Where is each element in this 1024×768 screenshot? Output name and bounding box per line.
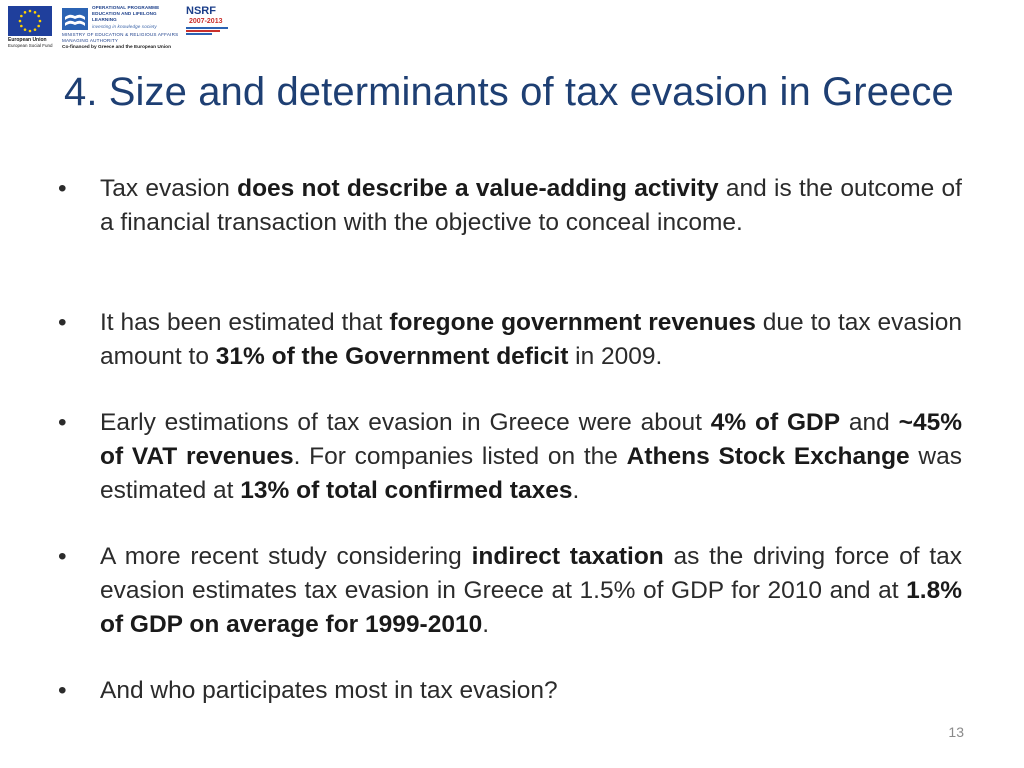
bullet-text: . [482,611,490,638]
eu-flag-logo [8,6,52,36]
eu-star-icon [37,25,40,28]
bullet-dot: • [58,309,67,336]
bullet-dot: • [58,543,67,570]
eu-caption [8,38,60,48]
bullet-text: and [840,409,899,436]
bullet-text: and is the outcome of a financial transaction with the objective to conceal income. [100,175,962,236]
op-line4: MINISTRY OF EDUCATION & RELIGIOUS AFFAIRS [62,32,179,37]
bullet-dot: • [58,677,67,704]
eu-fund: European Social Fund [8,43,53,48]
cofinanced-text: Co-financed by Greece and the European Union [62,44,172,50]
eu-star-icon [34,28,37,31]
eu-star-icon [39,20,42,23]
eu-star-icon [37,15,40,18]
bullet-text: It has been estimated that [100,309,390,336]
op-line1: OPERATIONAL PROGRAMME [92,5,160,10]
eu-name: European Union [8,37,47,43]
bullet-text: Tax evasion [100,175,238,202]
eu-star-icon [19,20,22,23]
bullet-item [58,306,962,374]
bullet-item [58,406,962,508]
bullet-text: in 2009. [568,343,663,370]
bullet-item [58,674,962,708]
bullet-bold-text: 13% of total confirmed taxes [240,477,573,504]
eu-star-icon [20,15,23,18]
bullet-text: . For companies listed on the [293,443,627,470]
bullet-bold-text: 1.8% of GDP on average for 1999-2010 [100,577,962,638]
eu-star-icon [29,30,32,33]
bullet-bold-text: Athens Stock Exchange [626,443,910,470]
nsrf-years: 2007-2013 [189,18,223,25]
eu-stars-icon [8,6,52,36]
bullet-text: was estimated at [100,443,962,504]
op-bottom [62,32,180,51]
eu-star-icon [24,11,27,14]
bullet-text: . [572,477,580,504]
bullet-bold-text: does not describe a value-adding activity [237,175,719,202]
eu-star-icon [24,28,27,31]
op-text [92,5,180,30]
nsrf-bars [186,27,228,36]
bullet-item [58,540,962,642]
bullet-bold-text: 31% of the Government deficit [215,343,569,370]
bullet-bold-text: 4% of GDP [710,409,841,436]
nsrf-logo [186,6,230,40]
slide-title: 4. Size and determinants of tax evasion in Greece [64,70,954,114]
bullet-text: Early estimations of tax evasion in Greece were about [100,409,711,436]
eu-star-icon [34,11,37,14]
bullet-dot: • [58,175,67,202]
bullet-bold-text: ~45% of VAT revenues [100,409,962,470]
bullet-text: as the driving force of tax evasion estimates tax evasion in Greece at 1.5% of GDP for 2010 and at [100,543,962,604]
eu-star-icon [20,25,23,28]
bullet-text: A more recent study considering [100,543,472,570]
op-line3: investing in knowledge society [92,23,157,29]
bullet-bold-text: indirect taxation [471,543,664,570]
bullet-text: due to tax evasion amount to [100,309,962,370]
bullet-item [58,172,962,240]
bullet-text: And who participates most in tax evasion? [100,677,558,704]
op-line5: MANAGING AUTHORITY [62,38,119,44]
book-logo-icon [62,8,88,30]
nsrf-title: NSRF [186,5,216,17]
op-line2: EDUCATION AND LIFELONG LEARNING [92,11,157,23]
eu-star-icon [29,10,32,13]
page-number: 13 [948,724,964,740]
header-logos [0,0,240,60]
bullet-bold-text: foregone government revenues [389,309,756,336]
bullet-dot: • [58,409,67,436]
